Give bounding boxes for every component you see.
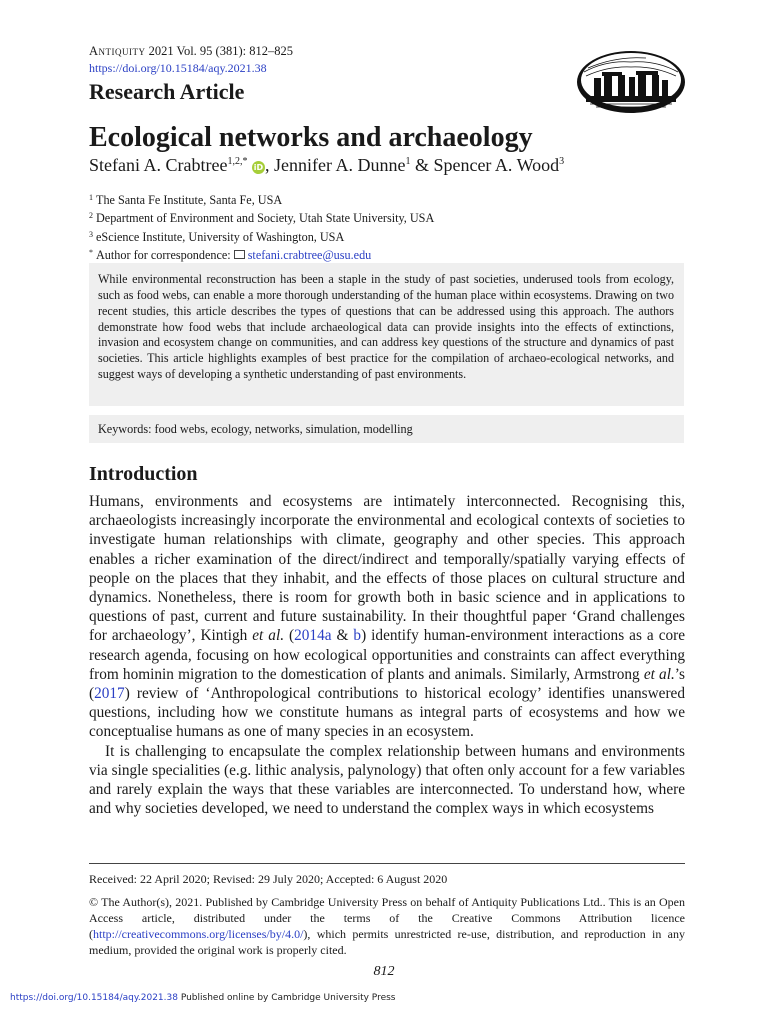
envelope-icon xyxy=(234,250,245,259)
text-run: ) review of ‘Anthropological contributions to historical ecology’ identifies unanswered questions, including how we constitute humans as integral parts of ecosystems and how we conceptualise humans as one of many species in an ecosystem. xyxy=(89,685,685,741)
journal-citation xyxy=(89,44,293,59)
et-al: et al. xyxy=(643,665,675,683)
affiliation-item xyxy=(89,208,434,226)
affiliation-mark: 1 xyxy=(89,193,93,202)
text-run: ), which permits unrestricted re-use, distribution, and reproduction in any medium, provided the original work is properly cited. xyxy=(89,927,685,957)
text-run: ) identify human-environment interactions as a core research agenda, focusing on how ecological opportunities and constraints can affect everything from hominin migration to the domestication of plants and animals. Similarly, Armstrong xyxy=(89,627,686,683)
correspondence xyxy=(89,245,434,263)
text-run: ’s ( xyxy=(89,665,685,703)
affiliation-item xyxy=(89,190,434,208)
text-run: & xyxy=(331,627,354,645)
stonehenge-logo-icon xyxy=(576,50,686,114)
citation-link[interactable]: 2017 xyxy=(94,685,125,703)
correspondence-mark: * xyxy=(89,248,93,258)
affiliation-item xyxy=(89,227,434,245)
paragraph: It is challenging to encapsulate the complex relationship between humans and environments via single specialities (e.g. lithic analysis, palynology) that often only account for a few variables and rarely explain the ways that these variables are interconnected. To understand how, where and why societies developed, we need to understand the complex ways in which ecosystems xyxy=(89,742,685,818)
affiliations xyxy=(89,190,434,264)
author-affiliation-mark: 1 xyxy=(405,156,411,167)
text-run: Humans, environments and ecosystems are intimately interconnected. Recognising this, archaeologists increasingly incorporate the environmental and ecological contexts of societies to investigate human relationships with climate, geography and other species. This approach enables a richer examination of the direct/indirect and temporally/spatially varying effects of people on the places that they inhabit, and the effects of those places on cultural structure and dynamics. Nonetheless, there is room for growth both in basic science and in applications to questions of past, current and future sustainability. In their thoughtful paper ‘Grand challenges for archaeology’, Kintigh xyxy=(89,493,685,645)
citation-link[interactable]: b xyxy=(353,627,362,645)
author-name[interactable]: Jennifer A. Dunne xyxy=(273,155,406,175)
orcid-icon[interactable]: iD xyxy=(253,163,264,172)
journal-volume: 2021 Vol. 95 (381): 812–825 xyxy=(148,44,293,58)
doi-link[interactable]: https://doi.org/10.15184/aqy.2021.38 xyxy=(89,61,267,75)
text-run: ( xyxy=(284,627,295,645)
license-link[interactable]: http://creativecommons.org/licenses/by/4.0/ xyxy=(93,927,304,941)
affiliation-mark: 2 xyxy=(89,211,93,221)
author-separator: , xyxy=(264,155,274,175)
page-number: 812 xyxy=(373,964,395,979)
article-title: Ecological networks and archaeology xyxy=(89,122,533,153)
et-al: et al. xyxy=(252,627,285,645)
footer-line xyxy=(10,993,396,1003)
abstract-box: While environmental reconstruction has been a staple in the study of past societies, underused tools from ecology, such as food webs, can enable a more thorough understanding of the human place within ecosystems. Drawing on two recent studies, this article describes the types of questions that can be addressed using this approach. The authors demonstrate how food webs that include archaeological data can provide insights into the effects of extinctions, invasion and ecosystem change on communities, and can address key questions of the structure and dynamics of past societies. This article highlights examples of best practice for the compilation of archaeo-ecological networks, and suggest ways of developing a synthetic understanding of past environments. xyxy=(89,263,684,406)
footnote-divider xyxy=(89,863,685,864)
body-text xyxy=(89,492,685,818)
received-dates: Received: 22 April 2020; Revised: 29 July 2020; Accepted: 6 August 2020 xyxy=(89,872,448,886)
affiliation-text: eScience Institute, University of Washington, USA xyxy=(96,229,345,244)
correspondence-label: Author for correspondence: xyxy=(96,248,231,263)
section-heading: Introduction xyxy=(89,463,198,485)
affiliation-text: The Santa Fe Institute, Santa Fe, USA xyxy=(96,193,283,207)
author-name[interactable]: Spencer A. Wood xyxy=(433,155,560,175)
license-text xyxy=(89,894,685,958)
affiliation-text: Department of Environment and Society, Utah State University, USA xyxy=(96,211,435,226)
paragraph xyxy=(89,492,685,742)
journal-name: Antiquity xyxy=(89,44,146,58)
author-list xyxy=(89,155,564,176)
email-link[interactable]: stefani.crabtree@usu.edu xyxy=(247,248,372,263)
author-affiliation-mark: 3 xyxy=(559,156,565,167)
author-affiliation-mark: 1,2,* xyxy=(227,156,248,167)
author-name[interactable]: Stefani A. Crabtree xyxy=(89,155,228,175)
footer-doi-link[interactable]: https://doi.org/10.15184/aqy.2021.38 xyxy=(10,993,178,1003)
keywords-box: Keywords: food webs, ecology, networks, simulation, modelling xyxy=(89,415,684,443)
affiliation-mark: 3 xyxy=(89,229,93,239)
citation-link[interactable]: 2014a xyxy=(294,627,332,645)
article-type: Research Article xyxy=(89,79,245,104)
text-run: © The Author(s), 2021. Published by Cambridge University Press on behalf of Antiquity Publications Ltd.. This is an Open Access article, distributed under the terms of the Creative Commons Attribution licence ( xyxy=(89,895,685,941)
author-separator: & xyxy=(410,155,434,175)
footer-text: Published online by Cambridge University Press xyxy=(177,993,396,1003)
